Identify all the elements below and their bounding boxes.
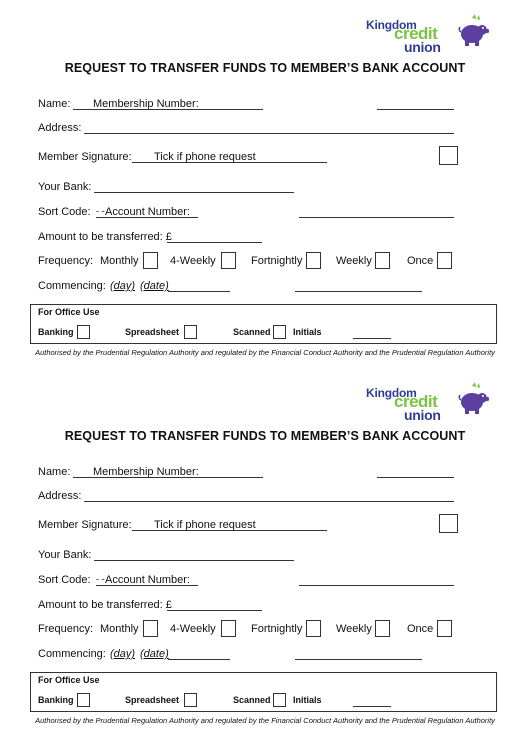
freq-4weekly-label: 4-Weekly xyxy=(170,623,216,635)
frequency-label: Frequency: xyxy=(38,255,94,267)
freq-fortnightly-checkbox[interactable] xyxy=(306,620,321,637)
office-use-heading: For Office Use xyxy=(38,675,100,685)
account-number-field[interactable] xyxy=(299,585,454,586)
commencing-day: (day) xyxy=(110,648,136,660)
office-initials-label: Initials xyxy=(293,695,322,705)
amount-label: Amount to be transferred: £ xyxy=(38,231,172,243)
freq-fortnightly-label: Fortnightly xyxy=(251,623,303,635)
membership-number-line[interactable] xyxy=(93,477,263,478)
sort-code-label: Sort Code: xyxy=(38,206,91,218)
office-scanned-label: Scanned xyxy=(233,695,271,705)
member-signature-label: Member Signature: xyxy=(38,151,132,163)
commencing-date: (date) xyxy=(140,648,169,660)
freq-weekly-checkbox[interactable] xyxy=(375,620,390,637)
logo-text-kingdom: Kingdom xyxy=(366,386,417,400)
amount-label: Amount to be transferred: £ xyxy=(38,599,172,611)
kingdom-credit-union-logo xyxy=(366,12,490,56)
office-use-heading: For Office Use xyxy=(38,307,100,317)
freq-fortnightly-checkbox[interactable] xyxy=(306,252,321,269)
freq-once-label: Once xyxy=(407,255,434,267)
your-bank-label: Your Bank: xyxy=(38,181,92,193)
regulation-footer: Authorised by the Prudential Regulation Authority and regulated by the Financial Conduct Authority and the Prudential Regulation Authority xyxy=(35,716,495,725)
freq-fortnightly-label: Fortnightly xyxy=(251,255,303,267)
account-number-label: Account Number: xyxy=(105,206,190,218)
freq-weekly-label: Weekly xyxy=(336,623,372,635)
account-number-label: Account Number: xyxy=(105,574,190,586)
commencing-date-line[interactable] xyxy=(168,659,230,660)
your-bank-label: Your Bank: xyxy=(38,549,92,561)
address-label: Address: xyxy=(38,122,82,134)
office-use-box xyxy=(30,304,497,344)
freq-monthly-label: Monthly xyxy=(100,623,139,635)
tick-if-phone-label: Tick if phone request xyxy=(154,519,256,531)
office-spreadsheet-label: Spreadsheet xyxy=(125,695,180,705)
commencing-date: (date) xyxy=(140,280,169,292)
name-line[interactable] xyxy=(73,477,93,478)
frequency-label: Frequency: xyxy=(38,623,94,635)
tick-if-phone-label: Tick if phone request xyxy=(154,151,256,163)
name-label: Name: xyxy=(38,98,71,110)
sort-code-dashes: - - xyxy=(96,574,105,584)
office-banking-label: Banking xyxy=(38,327,74,337)
account-number-field[interactable] xyxy=(299,217,454,218)
your-bank-field[interactable] xyxy=(94,192,294,193)
office-use-box xyxy=(30,672,497,712)
freq-once-checkbox[interactable] xyxy=(437,620,452,637)
freq-weekly-label: Weekly xyxy=(336,255,372,267)
piggy-bank-icon xyxy=(458,380,490,420)
freq-monthly-checkbox[interactable] xyxy=(143,252,158,269)
office-spreadsheet-checkbox[interactable] xyxy=(184,325,197,339)
address-field[interactable] xyxy=(84,501,454,502)
name-line[interactable] xyxy=(73,109,93,110)
commencing-field[interactable] xyxy=(295,291,422,292)
sort-code-dashes: - - xyxy=(96,206,105,216)
office-scanned-label: Scanned xyxy=(233,327,271,337)
your-bank-field[interactable] xyxy=(94,560,294,561)
freq-monthly-checkbox[interactable] xyxy=(143,620,158,637)
logo-text-credit: credit xyxy=(394,24,438,43)
office-scanned-checkbox[interactable] xyxy=(273,325,286,339)
office-initials-label: Initials xyxy=(293,327,322,337)
commencing-field[interactable] xyxy=(295,659,422,660)
regulation-footer: Authorised by the Prudential Regulation Authority and regulated by the Financial Conduct Authority and the Prudential Regulation Authority xyxy=(35,348,495,357)
membership-number-label: Membership Number: xyxy=(93,466,199,478)
office-banking-label: Banking xyxy=(38,695,74,705)
commencing-label: Commencing: xyxy=(38,648,106,660)
freq-4weekly-checkbox[interactable] xyxy=(221,252,236,269)
membership-number-line[interactable] xyxy=(93,109,263,110)
office-scanned-checkbox[interactable] xyxy=(273,693,286,707)
office-spreadsheet-label: Spreadsheet xyxy=(125,327,180,337)
commencing-date-line[interactable] xyxy=(168,291,230,292)
phone-request-checkbox[interactable] xyxy=(439,146,458,165)
amount-field[interactable] xyxy=(167,242,262,243)
freq-4weekly-label: 4-Weekly xyxy=(170,255,216,267)
sort-code-label: Sort Code: xyxy=(38,574,91,586)
name-label: Name: xyxy=(38,466,71,478)
logo-text-union: union xyxy=(404,407,441,423)
form-title: REQUEST TO TRANSFER FUNDS TO MEMBER’S BANK ACCOUNT xyxy=(64,429,466,443)
freq-4weekly-checkbox[interactable] xyxy=(221,620,236,637)
commencing-day: (day) xyxy=(110,280,136,292)
freq-once-checkbox[interactable] xyxy=(437,252,452,269)
address-field[interactable] xyxy=(84,133,454,134)
kingdom-credit-union-logo xyxy=(366,380,490,424)
logo-text-credit: credit xyxy=(394,392,438,411)
office-banking-checkbox[interactable] xyxy=(77,693,90,707)
freq-weekly-checkbox[interactable] xyxy=(375,252,390,269)
freq-monthly-label: Monthly xyxy=(100,255,139,267)
piggy-bank-icon xyxy=(458,12,490,52)
commencing-label: Commencing: xyxy=(38,280,106,292)
amount-field[interactable] xyxy=(167,610,262,611)
address-label: Address: xyxy=(38,490,82,502)
phone-request-checkbox[interactable] xyxy=(439,514,458,533)
office-initials-field[interactable] xyxy=(353,338,391,339)
freq-once-label: Once xyxy=(407,623,434,635)
membership-number-field[interactable] xyxy=(377,477,454,478)
membership-number-field[interactable] xyxy=(377,109,454,110)
logo-text-kingdom: Kingdom xyxy=(366,18,417,32)
office-initials-field[interactable] xyxy=(353,706,391,707)
form-title: REQUEST TO TRANSFER FUNDS TO MEMBER’S BANK ACCOUNT xyxy=(64,61,466,75)
member-signature-label: Member Signature: xyxy=(38,519,132,531)
logo-text-union: union xyxy=(404,39,441,55)
office-banking-checkbox[interactable] xyxy=(77,325,90,339)
office-spreadsheet-checkbox[interactable] xyxy=(184,693,197,707)
membership-number-label: Membership Number: xyxy=(93,98,199,110)
